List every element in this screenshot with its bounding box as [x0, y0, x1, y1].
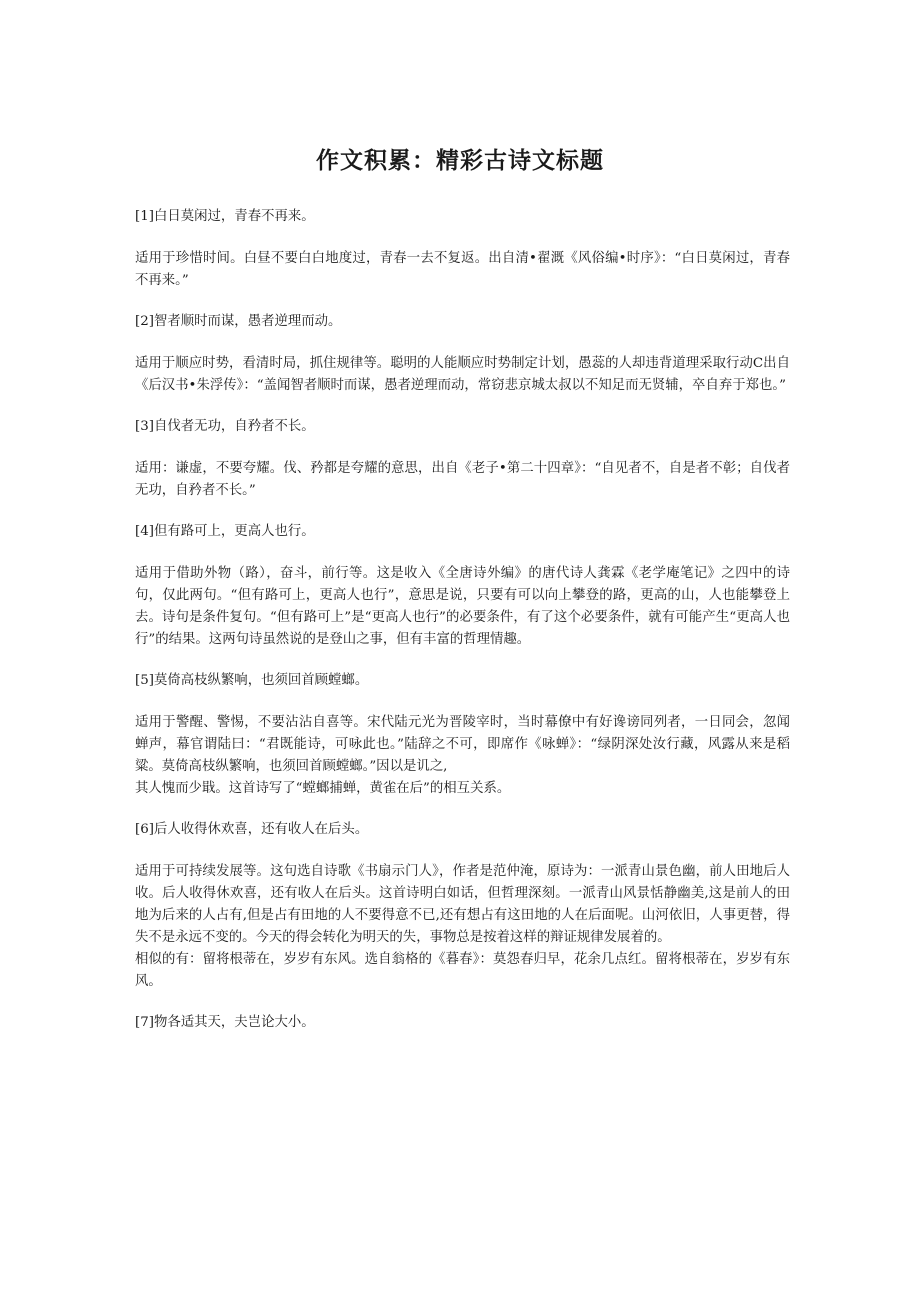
entry-4-paragraph: 适用于借助外物（路），奋斗，前行等。这是收入《全唐诗外编》的唐代诗人龚霖《老学庵笔记》之四中的诗句，仅此两句。“但有路可上，更高人也行”，意思是说，只要有可以向上攀登的路，更高的山，人也能攀登上去。诗句是条件复句。“但有路可上”是“更高人也行”的必要条件，有了这个必要条件，就有可能产生“更高人也行”的结果。这两句诗虽然说的是登山之事，但有丰富的哲理情趣。: [135, 566, 790, 647]
entry-3-paragraph: 适用：谦虚，不要夸耀。伐、矜都是夸耀的意思，出自《老子•第二十四章》：“自见者不，自是者不彰；自伐者无功，自矜者不长。”: [135, 461, 790, 498]
entry-5-paragraph: 适用于警醒、警惕，不要沾沾自喜等。宋代陆元光为晋陵宰时，当时幕僚中有好谗谤同列者，一日同会，忽闻蝉声，幕官谓陆曰：“君既能诗，可咏此也。”陆辞之不可，即席作《咏蝉》：“绿阴深处汝行藏，风露从来是稻粱。莫倚高枝纵繁响，也须回首顾螳螂。”因以是讥之,: [135, 715, 790, 774]
entry-6-paragraph: 适用于可持续发展等。这句选自诗歌《书扇示门人》，作者是范仲淹，原诗为：一派青山景色幽，前人田地后人收。后人收得休欢喜，还有收人在后头。这首诗明白如话，但哲理深刻。一派青山风景恬静幽美,这是前人的田地为后来的人占有,但是占有田地的人不要得意不已,还有想占有这田地的人在后面呢。山河依旧，人事更替，得失不是永远不变的。今天的得会转化为明天的失，事物总是按着这样的辩证规律发展着的。: [135, 864, 790, 945]
document-body: [135, 206, 790, 1054]
entry-3-heading: [3]自伐者无功，自矜者不长。: [135, 419, 315, 434]
entry-1-heading: [1]白日莫闲过，青春不再来。: [135, 209, 315, 224]
entry-7-heading: [7]物各适其天，夫岂论大小。: [135, 1015, 315, 1030]
entry-2-paragraph: 适用于顺应时势，看清时局，抓住规律等。聪明的人能顺应时势制定计划，愚蕊的人却违背道理采取行动C出自《后汉书•朱浮传》：“盖闻智者顺时而谋，愚者逆理而动，常窃悲京城太叔以不知足而无贤辅，卒自弃于郑也。”: [135, 356, 790, 393]
entry-5-heading: [5]莫倚高枝纵繁响，也须回首顾螳螂。: [135, 673, 369, 688]
entry-6-similar-paragraph: 相似的有：留将根蒂在，岁岁有东风。选自翁格的《暮春》：莫怨春归早，花余几点红。留将根蒂在，岁岁有东风。: [135, 952, 790, 989]
page-title: 作文积累：精彩古诗文标题: [316, 148, 604, 174]
entry-5-paragraph-continued: 其人愧而少戢。这首诗写了“螳螂捕蝉，黄雀在后”的相互关系。: [135, 781, 511, 796]
entry-2-heading: [2]智者顺时而谋，愚者逆理而动。: [135, 314, 342, 329]
entry-4-heading: [4]但有路可上，更高人也行。: [135, 524, 315, 539]
entry-1-paragraph: 适用于珍惜时间。白昼不要白白地度过，青春一去不复返。出自清•翟溉《风俗编•时序》：“白日莫闲过，青春不再来。”: [135, 251, 790, 288]
entry-6-heading: [6]后人收得休欢喜，还有收人在后头。: [135, 822, 369, 837]
